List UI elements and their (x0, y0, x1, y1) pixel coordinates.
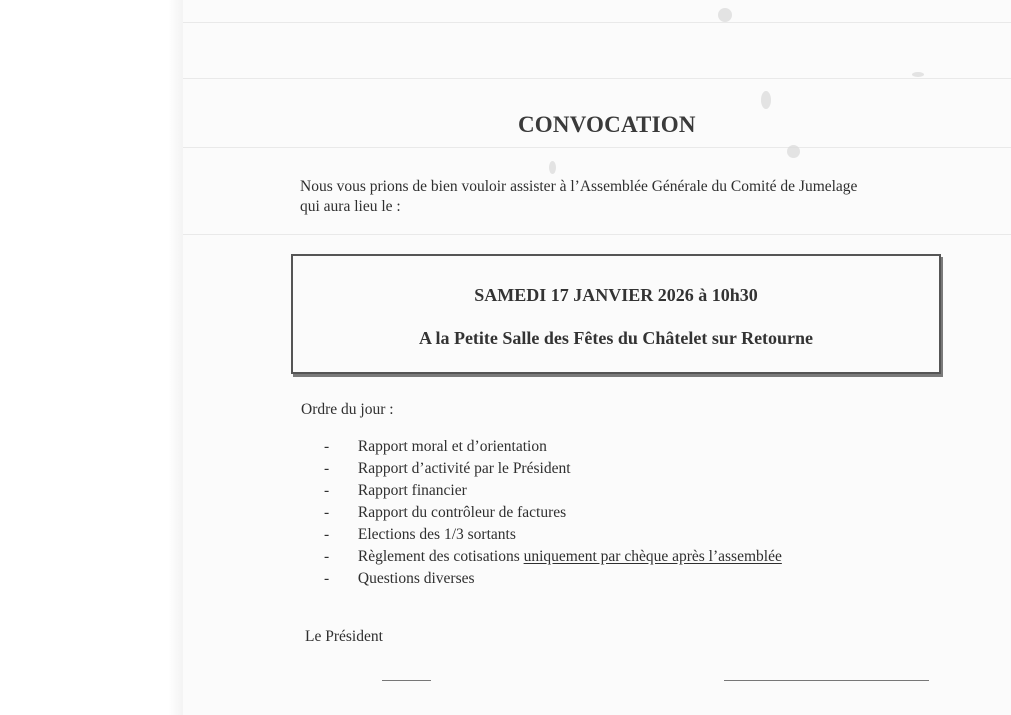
scan-speck (912, 72, 924, 77)
dash-bullet: - (324, 504, 330, 521)
scan-speck (718, 8, 732, 22)
document-title: CONVOCATION (518, 112, 696, 137)
agenda-item-text: Elections des 1/3 sortants (357, 526, 516, 543)
agenda-item (324, 502, 782, 524)
scan-margin (0, 0, 183, 715)
agenda-item-text: Rapport moral et d’orientation (357, 438, 547, 455)
agenda-item (324, 524, 782, 546)
invitation-line-2: qui aura lieu le : (300, 198, 401, 215)
scan-speck (549, 161, 556, 174)
paper-fold-line (183, 22, 1011, 23)
agenda-list (324, 436, 782, 590)
dash-bullet: - (324, 460, 330, 477)
scan-bottom-mark (382, 680, 431, 681)
agenda-item (324, 436, 782, 458)
agenda-item-text: Rapport d’activité par le Président (357, 460, 571, 477)
agenda-title: Ordre du jour : (301, 401, 394, 418)
scan-bottom-mark (724, 680, 929, 681)
dash-bullet: - (324, 570, 330, 587)
scan-speck (761, 91, 771, 109)
paper-fold-line (183, 147, 1011, 148)
dash-bullet: - (324, 482, 330, 499)
agenda-item-underlined-text: uniquement par chèque après l’assemblée (523, 548, 782, 565)
agenda-item (324, 546, 782, 568)
agenda-item-text: Rapport du contrôleur de factures (357, 504, 567, 521)
dash-bullet: - (324, 438, 330, 455)
agenda-item-text: Règlement des cotisations (357, 548, 520, 565)
signature-label: Le Président (305, 628, 383, 645)
scan-speck (787, 145, 800, 158)
event-details-box (291, 254, 941, 374)
event-date: SAMEDI 17 JANVIER 2026 à 10h30 (474, 285, 758, 305)
paper-fold-line (183, 78, 1011, 79)
agenda-item (324, 458, 782, 480)
paper-fold-line (183, 234, 1011, 235)
dash-bullet: - (324, 548, 330, 565)
agenda-item (324, 480, 782, 502)
event-place: A la Petite Salle des Fêtes du Châtelet sur Retourne (418, 328, 814, 348)
invitation-line-1: Nous vous prions de bien vouloir assister à l’Assemblée Générale du Comité de Jumelage (300, 178, 858, 195)
dash-bullet: - (324, 526, 330, 543)
agenda-item-text: Questions diverses (357, 570, 475, 587)
agenda-item-text: Rapport financier (357, 482, 467, 499)
invitation-text (300, 177, 920, 217)
agenda-item (324, 568, 782, 590)
